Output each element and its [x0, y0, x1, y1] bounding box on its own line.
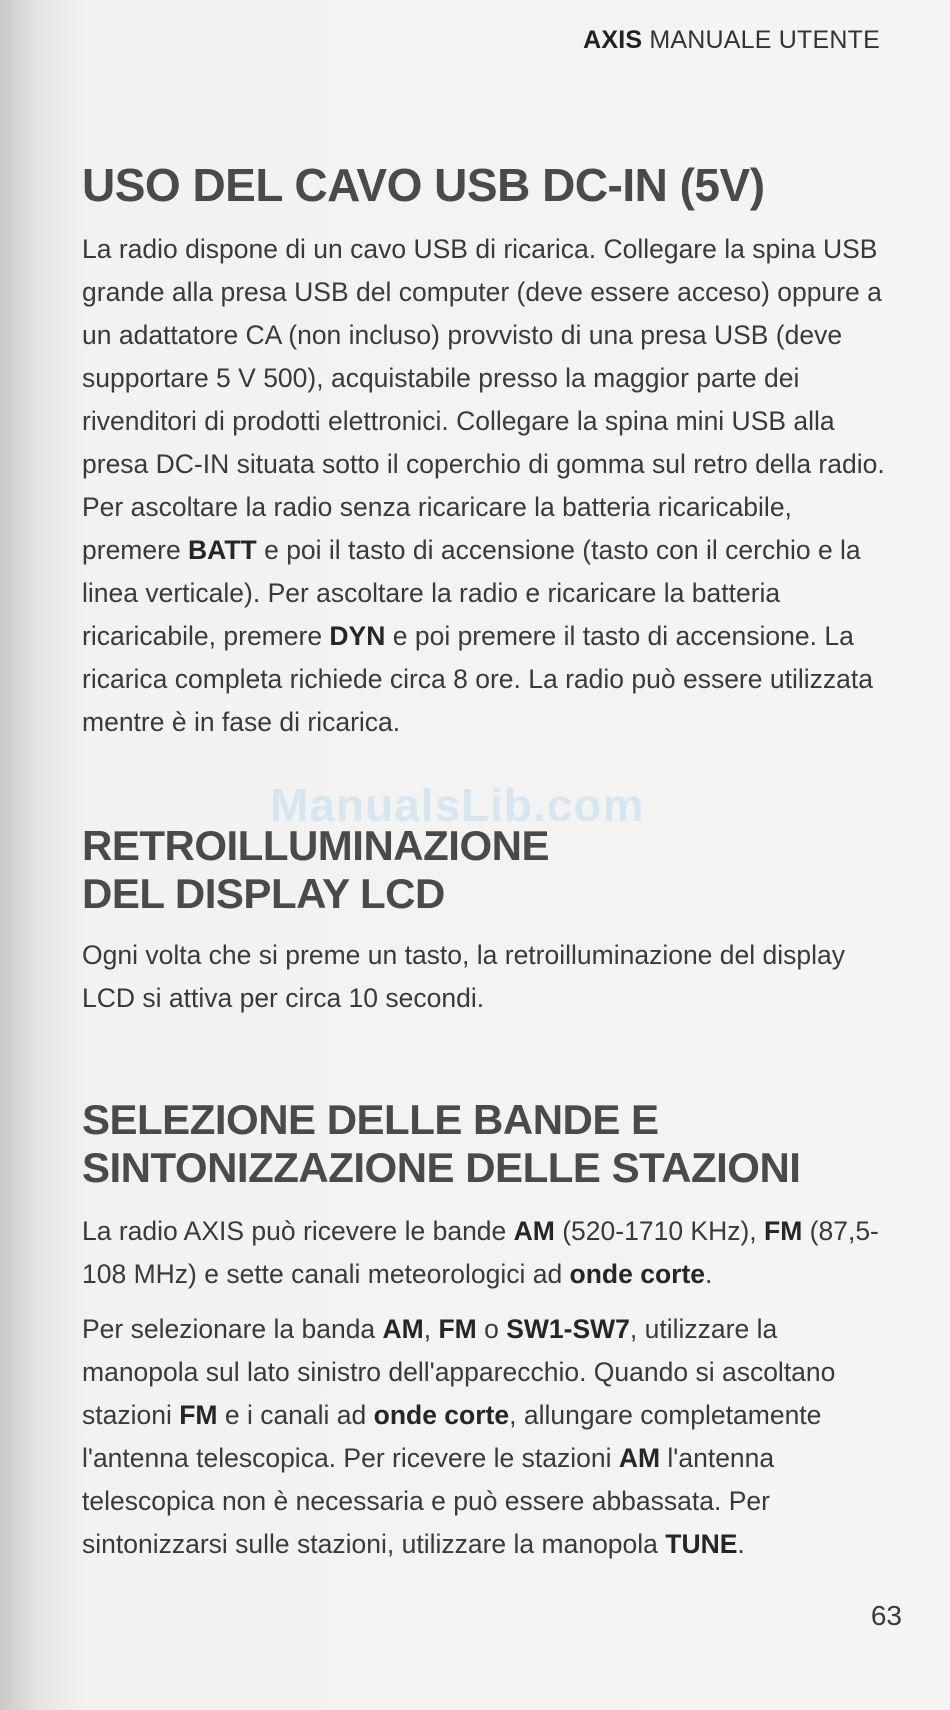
bold-term: onde corte [569, 1259, 706, 1289]
section-title-line: DEL DISPLAY LCD [82, 870, 445, 917]
bold-term: SW1-SW7 [506, 1314, 630, 1344]
section-title-bands [82, 1096, 800, 1192]
watermark: ManualsLib.com [270, 779, 645, 831]
bold-term: TUNE [665, 1529, 738, 1559]
header-subtitle: MANUALE UTENTE [649, 26, 880, 54]
header-brand: AXIS [583, 26, 643, 54]
page-number: 63 [870, 1600, 902, 1631]
section-title-line: SINTONIZZAZIONE DELLE STAZIONI [82, 1144, 801, 1191]
bold-term: AM [618, 1443, 661, 1473]
section-title-usb [82, 158, 765, 212]
section-title-line: RETROILLUMINAZIONE [82, 822, 549, 869]
paragraph-usb: La radio dispone di un cavo USB di ricarica. Collegare la spina USB grande alla presa USB del computer (deve essere acceso) oppure a un adattatore CA (non incluso) provvisto di una presa USB (deve supportare 5 V 500), acquistabile presso la maggior parte dei rivenditori di prodotti elettronici. Collegare la spina mini USB alla presa DC-IN situata sotto il coperchio di gomma sul retro della radio. Per ascoltare la radio senza ricaricare la batteria ricaricabile, premere BATT e poi il tasto di accensione (tasto con il cerchio e la linea verticale). Per ascoltare la radio e ricaricare la batteria ricaricabile, premere DYN e poi premere il tasto di accensione. La ricarica completa richiede circa 8 ore. La radio può essere utilizzata mentre è in fase di ricarica. [82, 234, 885, 737]
bold-term: onde corte [373, 1400, 510, 1430]
section-title-line: SELEZIONE DELLE BANDE E [82, 1096, 659, 1143]
bold-term: FM [438, 1314, 477, 1344]
paragraph-backlight: Ogni volta che si preme un tasto, la retroilluminazione del display LCD si attiva per circa 10 secondi. [82, 940, 846, 1013]
bold-term: AM [382, 1314, 424, 1344]
bold-term: FM [764, 1216, 803, 1246]
paragraph-bands: La radio AXIS può ricevere le bande AM (520-1710 KHz), FM (87,5-108 MHz) e sette canali meteorologici ad onde corte. [82, 1216, 879, 1289]
running-header [583, 26, 880, 55]
bold-term: DYN [329, 621, 386, 651]
paragraph-tuning: Per selezionare la banda AM, FM o SW1-SW7, utilizzare la manopola sul lato sinistro dell'apparecchio. Quando si ascoltano stazioni FM e i canali ad onde corte, allungare completamente l'antenna telescopica. Per ricevere le stazioni AM l'antenna telescopica non è necessaria e può essere abbassata. Per sintonizzarsi sulle stazioni, utilizzare la manopola TUNE. [82, 1314, 836, 1559]
section-title-line: USO DEL CAVO USB DC-IN (5V) [82, 159, 765, 211]
bold-term: BATT [188, 535, 257, 565]
bold-term: FM [179, 1400, 218, 1430]
bold-term: AM [513, 1216, 555, 1246]
section-title-backlight [82, 822, 549, 918]
